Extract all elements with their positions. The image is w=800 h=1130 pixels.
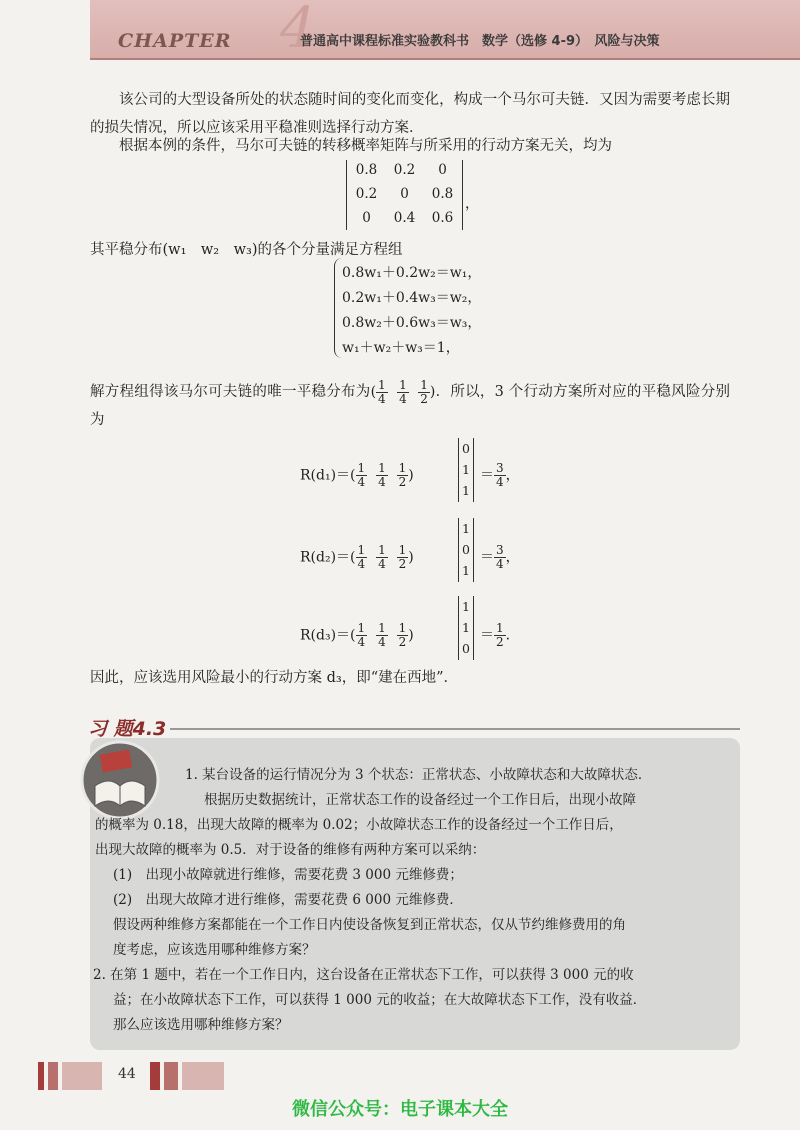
chapter-number-watermark: 4 — [280, 0, 316, 61]
equation-3: 0.8w₂＋0.6w₃＝w₃， — [342, 315, 482, 331]
column-vector: 1 1 0 — [458, 596, 474, 660]
transition-matrix — [346, 160, 463, 230]
exercise-q2-line2: 益；在小故障状态下工作，可以获得 1 000 元的收益；在大故障状态下工作，没有收益． — [113, 992, 647, 1008]
exercise-q2-line1: 2. 在第 1 题中，若在一个工作日内，这台设备在正常状态下工作，可以获得 3 000 元的收 — [93, 967, 634, 983]
paragraph-3: 其平稳分布(w₁ w₂ w₃)的各个分量满足方程组 — [90, 242, 403, 258]
equation-2: 0.2w₁＋0.4w₃＝w₂， — [342, 290, 482, 306]
watermark-text: 微信公众号：电子课本大全 — [292, 1099, 508, 1120]
paragraph-4-lead: 解方程组得该马尔可夫链的唯一平稳分布为 — [90, 384, 371, 400]
matrix-cell: 0.8 — [431, 186, 454, 202]
chapter-label: CHAPTER — [118, 30, 232, 52]
column-vector: 0 1 1 — [458, 438, 474, 502]
exercise-q1-line2: 根据历史数据统计，正常状态工作的设备经过一个工作日后，出现小故障 — [204, 792, 636, 808]
paragraph-4-tail: ．所以，3 个行动方案所对应的平稳风险分别为 — [90, 384, 730, 428]
footer-bar — [150, 1062, 160, 1090]
book-title: 普通高中课程标准实验教科书 数学（选修 4-9） 风险与决策 — [300, 34, 660, 49]
paragraph-4 — [90, 378, 730, 434]
matrix-cell: 0 — [400, 186, 409, 202]
exercise-q1-line5: 假设两种维修方案都能在一个工作日内使设备恢复到正常状态，仅从节约维修费用的角 — [113, 917, 626, 933]
exercise-q1-line6: 度考虑，应该选用哪种维修方案？ — [113, 942, 316, 958]
matrix-cell: 0.2 — [393, 162, 416, 178]
matrix-cell: 0.2 — [355, 186, 378, 202]
matrix-comma: ， — [465, 196, 479, 212]
exercise-q1-line1: 1. 某台设备的运行情况分为 3 个状态：正常状态、小故障状态和大故障状态． — [185, 767, 652, 783]
footer-bar — [182, 1062, 224, 1090]
exercise-q1-option2: (2) 出现大故障才进行维修，需要花费 6 000 元维修费． — [113, 892, 463, 908]
column-vector: 1 0 1 — [458, 518, 474, 582]
exercise-q1-line3: 的概率为 0.18，出现大故障的概率为 0.02；小故障状态工作的设备经过一个工作日后， — [95, 817, 623, 833]
stationary-distribution: ( $\frac{1}{4}$ $\frac{1}{4}$ $\frac{1}{2}$ ) — [370, 377, 436, 406]
exercise-divider — [170, 728, 740, 730]
paragraph-2: 根据本例的条件，马尔可夫链的转移概率矩阵与所采用的行动方案无关，均为 — [119, 138, 612, 154]
exercise-q1-line4: 出现大故障的概率为 0.5．对于设备的维修有两种方案可以采纳： — [95, 842, 486, 858]
page-header — [90, 0, 800, 60]
matrix-cell: 0 — [362, 210, 371, 226]
equation-4: w₁＋w₂＋w₃＝1， — [342, 340, 460, 356]
matrix-cell: 0.8 — [355, 162, 378, 178]
footer-bar — [62, 1062, 102, 1090]
matrix-cell: 0.6 — [431, 210, 454, 226]
footer-bar — [48, 1062, 58, 1090]
exercise-q2-line3: 那么应该选用哪种维修方案？ — [113, 1017, 289, 1033]
exercise-title: 习 题4.3 — [88, 718, 167, 740]
paragraph-5: 因此，应该选用风险最小的行动方案 d₃，即“建在西地”． — [90, 670, 459, 686]
exercise-q1-option1: (1) 出现小故障就进行维修，需要花费 3 000 元维修费； — [113, 867, 463, 883]
matrix-cell: 0 — [438, 162, 447, 178]
equation-1: 0.8w₁＋0.2w₂＝w₁， — [342, 265, 482, 281]
footer-bar — [164, 1062, 178, 1090]
paragraph-1: 该公司的大型设备所处的状态随时间的变化而变化，构成一个马尔可夫链．又因为需要考虑长期的损失情况，所以应该采用平稳准则选择行动方案． — [90, 92, 730, 136]
page-number: 44 — [118, 1066, 136, 1082]
footer-bar — [38, 1062, 44, 1090]
matrix-cell: 0.4 — [393, 210, 416, 226]
